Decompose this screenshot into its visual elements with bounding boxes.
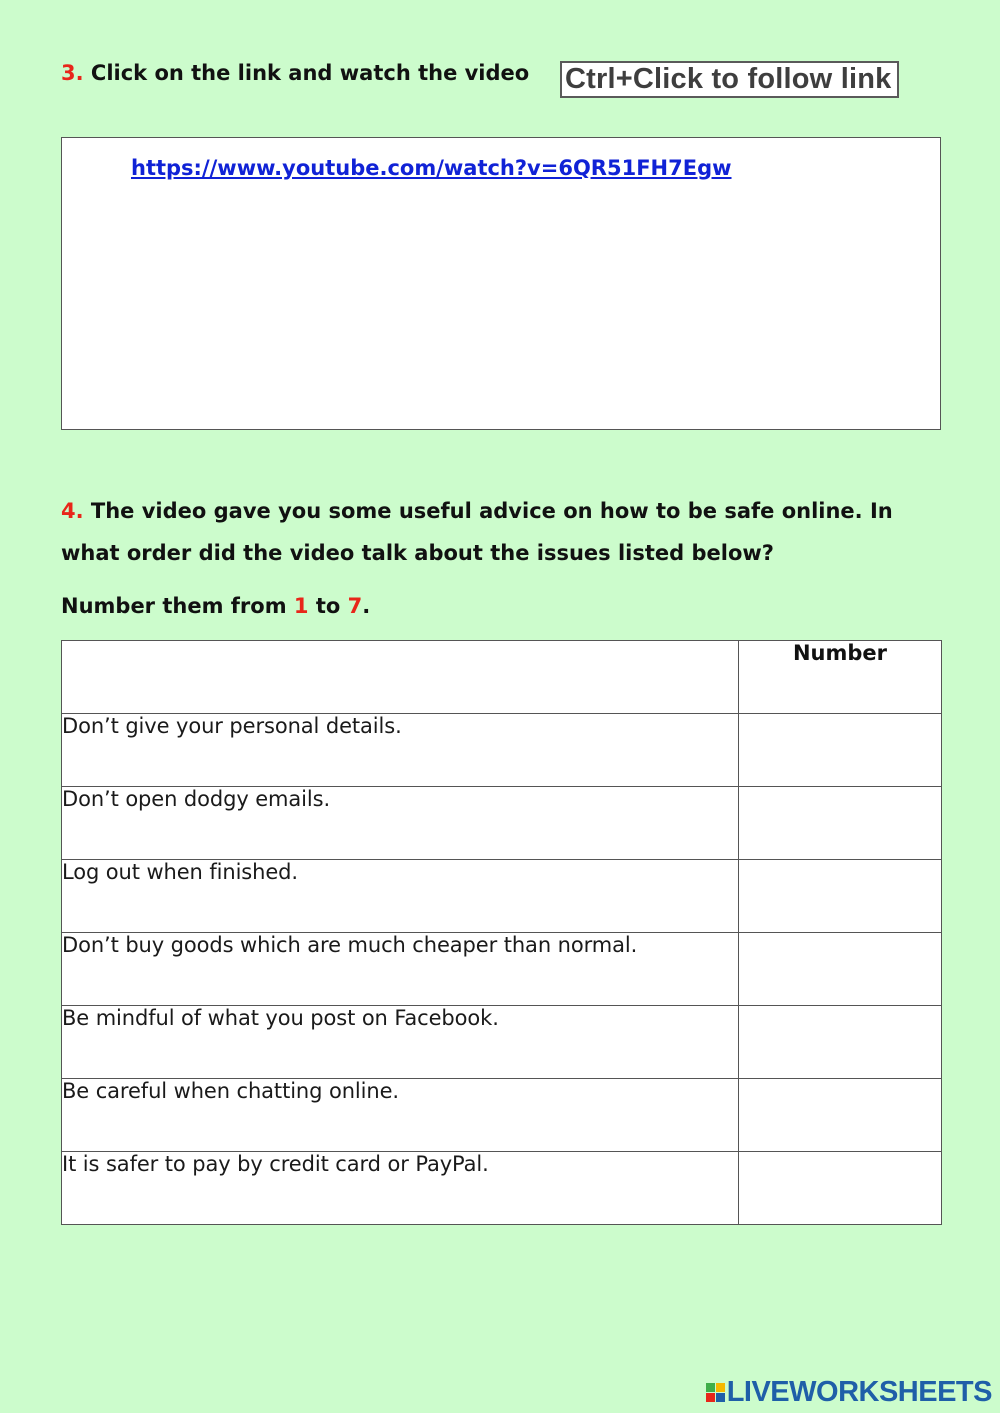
table-row [62, 714, 942, 787]
table-row [62, 1152, 942, 1225]
table-row [62, 1006, 942, 1079]
ordering-table [61, 640, 942, 1225]
question-3-number: 3. [61, 61, 84, 85]
issue-cell: Don’t give your personal details. [62, 714, 739, 787]
range-end: 7 [347, 594, 363, 618]
brand-name: LIVEWORKSHEETS [726, 1376, 992, 1408]
instruction-suffix: . [362, 594, 371, 618]
ctrl-click-hint-button[interactable]: Ctrl+Click to follow link [560, 61, 899, 98]
table-row [62, 860, 942, 933]
question-3-heading [61, 61, 529, 85]
video-link-box [61, 137, 941, 430]
youtube-video-link[interactable]: https://www.youtube.com/watch?v=6QR51FH7Egw [131, 156, 732, 180]
number-answer-cell[interactable] [739, 933, 942, 1006]
number-answer-cell[interactable] [739, 860, 942, 933]
liveworksheets-logo [706, 1378, 992, 1407]
table-body [62, 714, 942, 1225]
issue-cell: Don’t buy goods which are much cheaper than normal. [62, 933, 739, 1006]
liveworksheets-logo-icon [706, 1383, 725, 1402]
table-row [62, 787, 942, 860]
question-4-heading [61, 490, 941, 574]
issue-cell: Be careful when chatting online. [62, 1079, 739, 1152]
question-4-text: The video gave you some useful advice on how to be safe online. In what order did the video talk about the issues listed below? [61, 499, 893, 565]
table-header-row [62, 641, 942, 714]
issue-cell: Log out when finished. [62, 860, 739, 933]
range-start: 1 [293, 594, 309, 618]
number-answer-cell[interactable] [739, 714, 942, 787]
question-4-number: 4. [61, 499, 84, 523]
header-issue-cell [62, 641, 739, 714]
number-answer-cell[interactable] [739, 1152, 942, 1225]
issue-cell: Be mindful of what you post on Facebook. [62, 1006, 739, 1079]
instruction-prefix: Number them from [61, 594, 287, 618]
number-answer-cell[interactable] [739, 1006, 942, 1079]
numbering-instruction [61, 594, 370, 618]
question-3-text: Click on the link and watch the video [90, 61, 530, 85]
table-row [62, 933, 942, 1006]
number-answer-cell[interactable] [739, 1079, 942, 1152]
issue-cell: Don’t open dodgy emails. [62, 787, 739, 860]
instruction-mid: to [315, 594, 341, 618]
number-answer-cell[interactable] [739, 787, 942, 860]
header-number-cell: Number [739, 641, 942, 714]
table-row [62, 1079, 942, 1152]
issue-cell: It is safer to pay by credit card or PayPal. [62, 1152, 739, 1225]
